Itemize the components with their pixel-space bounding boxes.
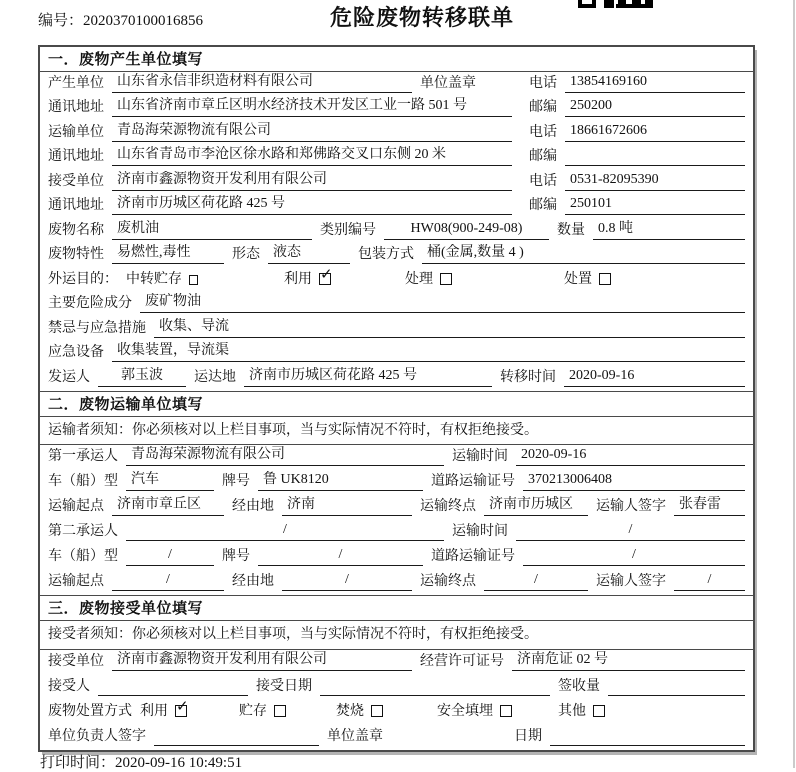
checkbox-label: 处理 bbox=[405, 271, 433, 287]
checkbox-checked-icon bbox=[319, 265, 333, 285]
checkbox-field bbox=[336, 703, 383, 721]
field-value: / bbox=[516, 521, 745, 541]
field-value: 2020-09-16 bbox=[564, 367, 745, 387]
field-value bbox=[550, 726, 745, 746]
field-value: 18661672606 bbox=[565, 122, 745, 142]
field-label: 牌号 bbox=[222, 549, 250, 564]
field-label: 运输时间 bbox=[452, 449, 508, 464]
field-label: 电话 bbox=[529, 173, 557, 189]
checkbox-label: 焚烧 bbox=[336, 703, 364, 719]
field-value: 济南市章丘区 bbox=[112, 496, 224, 516]
field-value: 250101 bbox=[565, 195, 745, 215]
field-label: 运输终点 bbox=[420, 574, 476, 589]
field-label: 牌号 bbox=[222, 474, 250, 489]
field-label: 运输终点 bbox=[420, 499, 476, 514]
field-value: 2020-09-16 bbox=[516, 446, 745, 466]
checkbox-icon bbox=[440, 273, 452, 285]
check-mark-icon: ✓ bbox=[320, 265, 333, 283]
field-label: 运输人签字 bbox=[596, 499, 666, 514]
form-row bbox=[40, 650, 753, 675]
field-label: 经由地 bbox=[232, 574, 274, 589]
field-value bbox=[154, 726, 319, 746]
qr-block bbox=[578, 0, 596, 8]
page-title: 危险废物转移联单 bbox=[330, 5, 515, 30]
section-transporter bbox=[40, 391, 753, 596]
serial-value: 2020370100016856 bbox=[83, 13, 204, 29]
field-value: 0.8 吨 bbox=[593, 220, 745, 240]
form-row bbox=[40, 520, 753, 545]
field-value: / bbox=[484, 571, 588, 591]
form-row bbox=[40, 697, 753, 725]
field-value: 济南市鑫源物资开发利用有限公司 bbox=[112, 171, 512, 191]
checkbox-field bbox=[126, 271, 198, 289]
checkbox-label: 利用 bbox=[284, 271, 312, 287]
form-row bbox=[40, 470, 753, 495]
checkbox-label: 处置 bbox=[564, 271, 592, 287]
form-row bbox=[40, 570, 753, 595]
section-receiver bbox=[40, 595, 753, 750]
field-label: 接受日期 bbox=[256, 678, 312, 694]
field-value: 收集装置，导流渠 bbox=[112, 342, 745, 362]
field-value: 13854169160 bbox=[565, 73, 745, 93]
checkbox-field bbox=[405, 271, 452, 289]
form-row bbox=[40, 219, 753, 244]
field-value: 济南 bbox=[282, 496, 412, 516]
section-notice: 运输者须知：你必须核对以上栏目事项，当与实际情况不符时，有权拒绝接受。 bbox=[40, 417, 753, 446]
print-time bbox=[40, 751, 242, 772]
field-label: 产生单位 bbox=[48, 75, 104, 91]
field-value: / bbox=[282, 571, 412, 591]
form-row bbox=[40, 97, 753, 122]
field-value: HW08(900-249-08) bbox=[384, 220, 549, 240]
field-value: 济南市历城区荷花路 425 号 bbox=[112, 195, 512, 215]
checkbox-icon bbox=[371, 705, 383, 717]
field-label: 外运目的： bbox=[48, 271, 118, 287]
field-label: 运达地 bbox=[194, 369, 236, 385]
field-value: 易燃性,毒性 bbox=[112, 244, 224, 264]
field-label: 通讯地址 bbox=[48, 198, 104, 213]
field-label: 应急设备 bbox=[48, 345, 104, 360]
checkbox-field bbox=[239, 703, 286, 721]
field-value: 桶(金属,数量 4 ) bbox=[422, 244, 745, 264]
field-value bbox=[608, 676, 745, 696]
checkbox-icon bbox=[500, 705, 512, 717]
field-label: 经营许可证号 bbox=[420, 653, 504, 669]
field-value: 山东省青岛市李沧区徐水路和郑佛路交叉口东侧 20 米 bbox=[112, 146, 512, 166]
field-value: 张春雷 bbox=[674, 496, 745, 516]
form-row bbox=[40, 72, 753, 97]
check-mark-icon: ✓ bbox=[176, 697, 189, 715]
checkbox-icon bbox=[189, 275, 198, 285]
form-row bbox=[40, 244, 753, 269]
field-label: 类别编号 bbox=[320, 222, 376, 238]
field-label: 经由地 bbox=[232, 499, 274, 514]
field-label: 日期 bbox=[514, 728, 542, 744]
field-label: 道路运输证号 bbox=[431, 474, 515, 489]
checkbox-field bbox=[284, 265, 333, 289]
field-label: 运输人签字 bbox=[596, 574, 666, 589]
field-label: 车（船）型 bbox=[48, 474, 118, 489]
field-value: 250200 bbox=[565, 97, 745, 117]
field-value: / bbox=[674, 571, 745, 591]
checkbox-field bbox=[564, 271, 611, 289]
field-value bbox=[320, 676, 550, 696]
field-label: 运输时间 bbox=[452, 524, 508, 539]
field-label: 主要危险成分 bbox=[48, 296, 132, 311]
field-label: 包装方式 bbox=[358, 247, 414, 262]
print-time-value: 2020-09-16 10:49:51 bbox=[115, 755, 243, 771]
field-value: 山东省济南市章丘区明水经济技术开发区工业一路 501 号 bbox=[112, 97, 512, 117]
form-row bbox=[40, 317, 753, 342]
field-label: 第二承运人 bbox=[48, 524, 118, 539]
field-value: 山东省永信非织造材料有限公司 bbox=[112, 73, 412, 93]
field-value: / bbox=[126, 521, 444, 541]
field-value: 废矿物油 bbox=[140, 293, 745, 313]
field-value: 鲁 UK8120 bbox=[258, 471, 423, 491]
field-value: 370213006408 bbox=[523, 471, 745, 491]
field-value: / bbox=[258, 546, 423, 566]
field-label: 签收量 bbox=[558, 678, 600, 694]
field-value: 收集、导流 bbox=[154, 318, 745, 338]
field-label: 废物处置方式 bbox=[48, 703, 132, 719]
form-row bbox=[40, 725, 753, 750]
field-label: 发运人 bbox=[48, 369, 90, 385]
field-value bbox=[565, 146, 745, 166]
form-row bbox=[40, 366, 753, 391]
section-title: 三．废物接受单位填写 bbox=[40, 596, 753, 621]
field-label: 运输起点 bbox=[48, 499, 104, 514]
checkbox-label: 其他 bbox=[558, 703, 586, 719]
field-label: 单位盖章 bbox=[420, 75, 476, 91]
field-label: 第一承运人 bbox=[48, 449, 118, 464]
field-value: 济南市历城区 bbox=[484, 496, 588, 516]
field-value: 汽车 bbox=[126, 471, 214, 491]
field-value: / bbox=[112, 571, 224, 591]
field-label: 邮编 bbox=[529, 198, 557, 213]
field-label: 接受单位 bbox=[48, 173, 104, 189]
form-row bbox=[40, 170, 753, 195]
field-label: 单位负责人签字 bbox=[48, 728, 146, 744]
checkbox-icon bbox=[274, 705, 286, 717]
section-title: 一．废物产生单位填写 bbox=[40, 47, 753, 72]
checkbox-checked-icon bbox=[175, 697, 189, 717]
field-value: 郭玉波 bbox=[98, 367, 186, 387]
field-label: 邮编 bbox=[529, 100, 557, 115]
form-row bbox=[40, 293, 753, 318]
checkbox-field bbox=[437, 703, 512, 721]
form-row bbox=[40, 675, 753, 700]
qr-block bbox=[618, 0, 626, 4]
section-notice: 接受者须知：你必须核对以上栏目事项，当与实际情况不符时，有权拒绝接受。 bbox=[40, 621, 753, 650]
field-label: 形态 bbox=[232, 247, 260, 262]
field-label: 接受人 bbox=[48, 678, 90, 694]
checkbox-label: 安全填埋 bbox=[437, 703, 493, 719]
field-label: 废物特性 bbox=[48, 247, 104, 262]
section-title: 二．废物运输单位填写 bbox=[40, 392, 753, 417]
checkbox-icon bbox=[599, 273, 611, 285]
form-row bbox=[40, 545, 753, 570]
field-value: 0531-82095390 bbox=[565, 171, 745, 191]
field-label: 运输单位 bbox=[48, 124, 104, 140]
checkbox-icon bbox=[593, 705, 605, 717]
field-value: 济南市鑫源物资开发利用有限公司 bbox=[112, 651, 412, 671]
qr-block bbox=[604, 0, 614, 8]
qr-block bbox=[645, 0, 653, 4]
serial-label: 编号： bbox=[38, 13, 84, 29]
form-row bbox=[40, 342, 753, 367]
field-value: / bbox=[126, 546, 214, 566]
field-value: 青岛海荣源物流有限公司 bbox=[112, 122, 512, 142]
field-value: 青岛海荣源物流有限公司 bbox=[126, 446, 444, 466]
qr-block bbox=[632, 0, 641, 4]
field-label: 邮编 bbox=[529, 149, 557, 164]
field-label: 接受单位 bbox=[48, 653, 104, 669]
qr-block bbox=[616, 4, 653, 8]
field-value: 废机油 bbox=[112, 220, 312, 240]
field-value bbox=[98, 676, 248, 696]
checkbox-label: 贮存 bbox=[239, 703, 267, 719]
checkbox-field bbox=[140, 697, 189, 721]
field-value: / bbox=[523, 546, 745, 566]
serial-number bbox=[38, 9, 203, 30]
field-label: 数量 bbox=[557, 222, 585, 238]
checkbox-label: 利用 bbox=[140, 703, 168, 719]
form-table bbox=[38, 45, 755, 752]
field-label: 转移时间 bbox=[500, 369, 556, 385]
field-label: 电话 bbox=[529, 75, 557, 91]
form-row bbox=[40, 445, 753, 470]
field-label: 单位盖章 bbox=[327, 728, 383, 744]
page-edge-line bbox=[793, 0, 795, 768]
form-row bbox=[40, 121, 753, 146]
field-label: 道路运输证号 bbox=[431, 549, 515, 564]
section-producer bbox=[40, 47, 753, 391]
form-row bbox=[40, 495, 753, 520]
print-time-label: 打印时间： bbox=[40, 755, 116, 771]
field-label: 废物名称 bbox=[48, 222, 104, 238]
field-label: 车（船）型 bbox=[48, 549, 118, 564]
form-row bbox=[40, 265, 753, 293]
field-value: 液态 bbox=[268, 244, 350, 264]
qr-code-fragment-icon bbox=[578, 0, 654, 9]
field-value: 济南危证 02 号 bbox=[512, 651, 745, 671]
form-row bbox=[40, 195, 753, 220]
checkbox-field bbox=[558, 703, 605, 721]
field-label: 通讯地址 bbox=[48, 100, 104, 115]
field-label: 通讯地址 bbox=[48, 149, 104, 164]
field-label: 电话 bbox=[529, 124, 557, 140]
form-row bbox=[40, 146, 753, 171]
field-label: 禁忌与应急措施 bbox=[48, 320, 146, 336]
field-value: 济南市历城区荷花路 425 号 bbox=[244, 367, 492, 387]
checkbox-label: 中转贮存 bbox=[126, 271, 182, 287]
field-label: 运输起点 bbox=[48, 574, 104, 589]
